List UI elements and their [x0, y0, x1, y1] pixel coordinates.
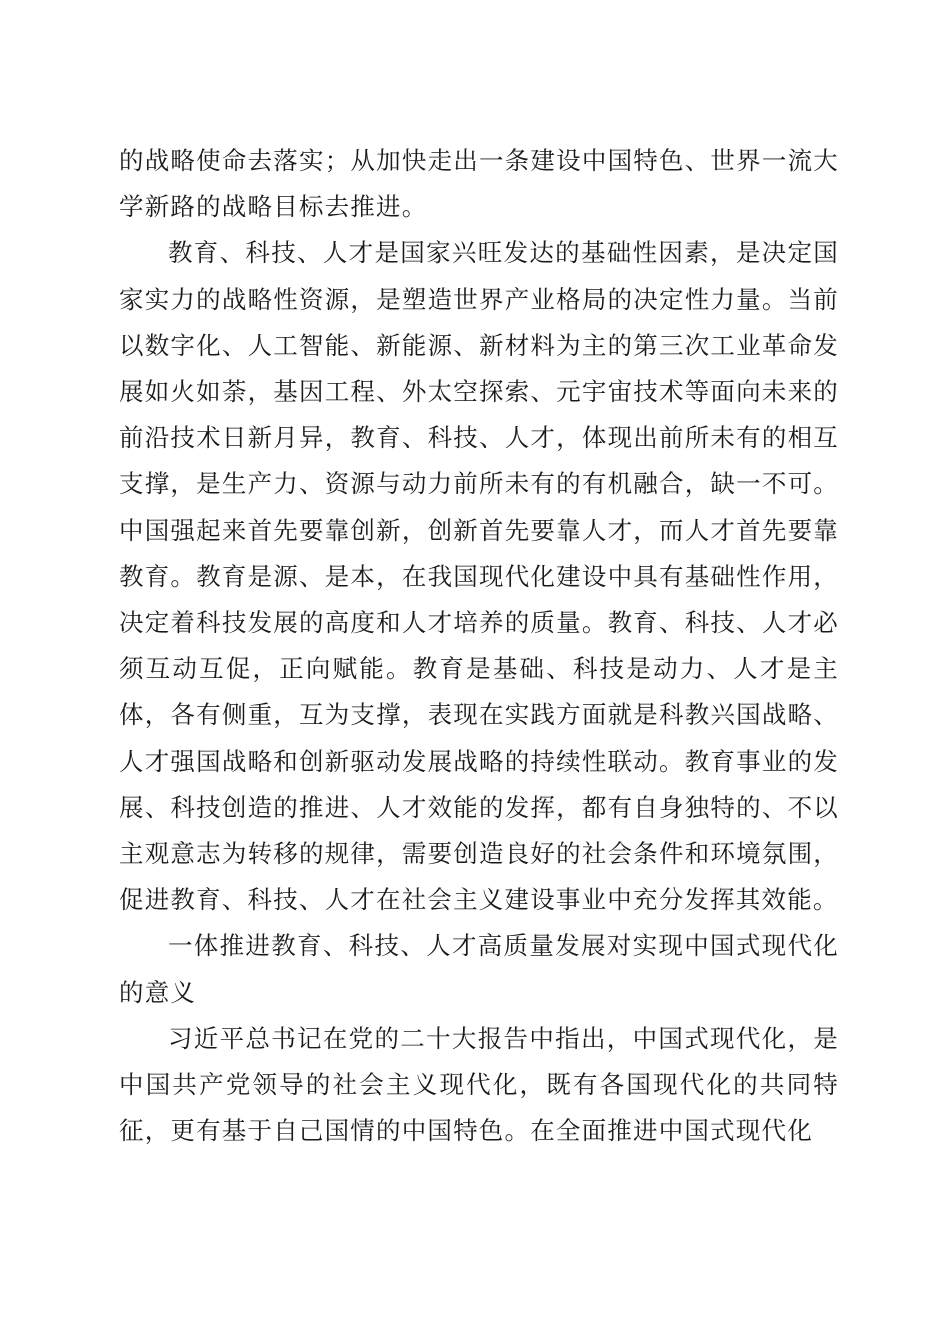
- paragraph-continuation: 的战略使命去落实；从加快走出一条建设中国特色、世界一流大学新路的战略目标去推进。: [119, 146, 839, 222]
- paragraph-education-science-talent: 教育、科技、人才是国家兴旺发达的基础性因素，是决定国家实力的战略性资源，是塑造世界产业格局的决定性力量。当前以数字化、人工智能、新能源、新材料为主的第三次工业革命发展如火如荼，基因工程、外太空探索、元宇宙技术等面向未来的前沿技术日新月异，教育、科技、人才，体现出前所未有的相互支撑，是生产力、资源与动力前所未有的有机融合，缺一不可。中国强起来首先要靠创新，创新首先要靠人才，而人才首先要靠教育。教育是源、是本，在我国现代化建设中具有基础性作用，决定着科技发展的高度和人才培养的质量。教育、科技、人才必须互动互促，正向赋能。教育是基础、科技是动力、人才是主体，各有侧重，互为支撑，表现在实践方面就是科教兴国战略、人才强国战略和创新驱动发展战略的持续性联动。教育事业的发展、科技创造的推进、人才效能的发挥，都有自身独特的、不以主观意志为转移的规律，需要创造良好的社会条件和环境氛围，促进教育、科技、人才在社会主义建设事业中充分发挥其效能。: [119, 238, 839, 915]
- paragraph-chinese-modernization: 习近平总书记在党的二十大报告中指出，中国式现代化，是中国共产党领导的社会主义现代化，既有各国现代化的共同特征，更有基于自己国情的中国特色。在全面推进中国式现代化: [119, 1023, 839, 1146]
- section-heading-significance: 一体推进教育、科技、人才高质量发展对实现中国式现代化的意义: [119, 931, 839, 1007]
- document-body: [119, 138, 839, 1154]
